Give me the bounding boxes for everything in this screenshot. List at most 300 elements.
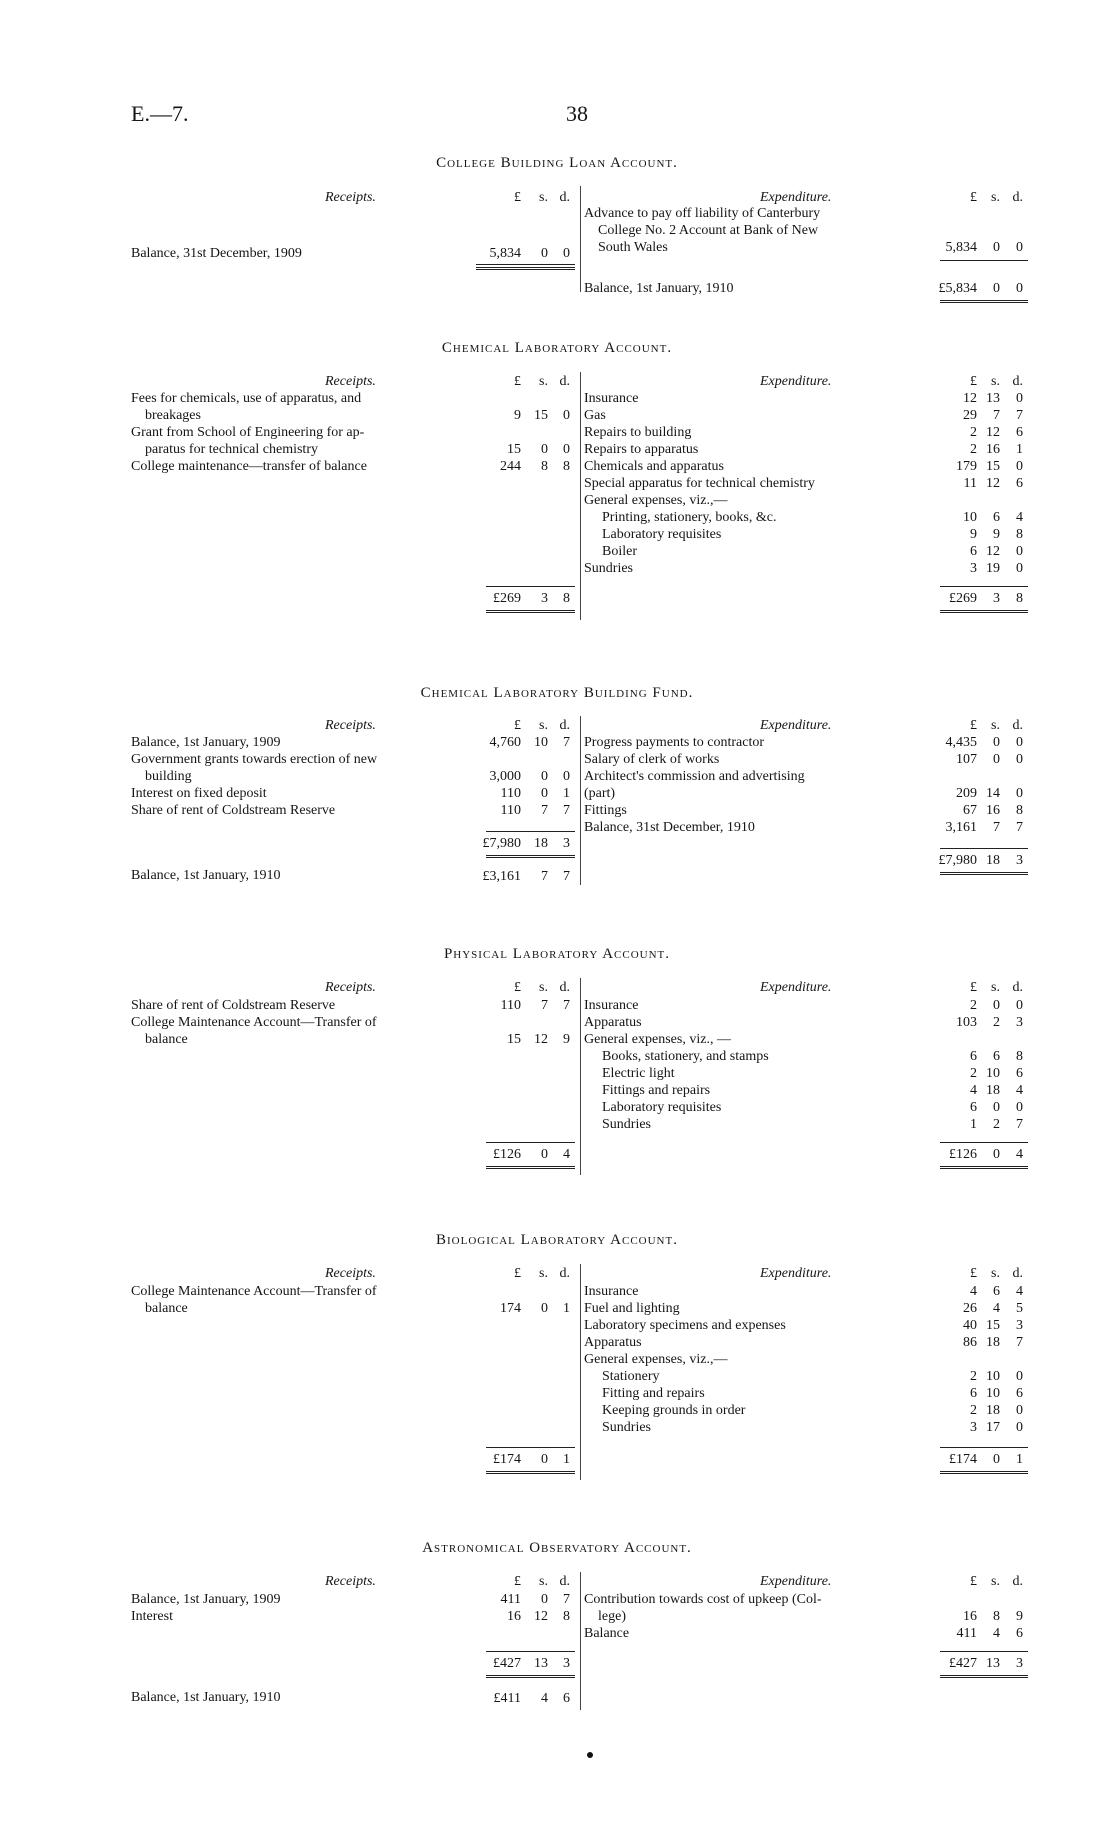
receipts-line-label: College Maintenance Account—Transfer of — [131, 1284, 377, 1299]
receipts-line-amount-pence: 7 — [563, 735, 570, 750]
expenditure-line-amount-pence: 7 — [1016, 1335, 1023, 1350]
expenditure-line-amount-pounds: 10 — [963, 510, 977, 525]
expenditure-line-label: Insurance — [584, 391, 639, 406]
closing-balance-amount-shillings: 7 — [541, 869, 548, 884]
receipts-line-label: Interest on fixed deposit — [131, 786, 267, 801]
expenditure-heading: Expenditure. — [760, 1574, 832, 1589]
total-double-rule — [940, 1471, 1028, 1474]
expenditure-line-amount-pence: 5 — [1016, 1301, 1023, 1316]
receipts-heading: Receipts. — [325, 980, 376, 995]
receipts-line-label: College maintenance—transfer of balance — [131, 459, 367, 474]
section-title: College Building Loan Account. — [436, 155, 678, 171]
receipts-line-amount-shillings: 0 — [541, 1301, 548, 1316]
expenditure-line-amount-shillings: 16 — [986, 803, 1000, 818]
expenditure-line-amount-shillings: 13 — [986, 391, 1000, 406]
receipts-total-pounds: £269 — [493, 591, 521, 606]
column-divider — [580, 186, 581, 292]
expenditure-line-amount-pounds: 9 — [970, 527, 977, 542]
receipts-line-amount-pence: 9 — [563, 1032, 570, 1047]
total-double-rule — [486, 1471, 575, 1474]
expenditure-col-head-shilling: s. — [991, 1574, 1000, 1589]
receipts-line-amount-shillings: 15 — [534, 408, 548, 423]
expenditure-line-amount-shillings: 15 — [986, 1318, 1000, 1333]
expenditure-total-pounds: £174 — [949, 1452, 977, 1467]
receipts-col-head-shilling: s. — [539, 190, 548, 205]
expenditure-line-amount-pence: 8 — [1016, 527, 1023, 542]
expenditure-line-label: Contribution towards cost of upkeep (Col- — [584, 1592, 822, 1607]
receipts-col-head-pound: £ — [514, 374, 521, 389]
receipts-heading: Receipts. — [325, 374, 376, 389]
expenditure-line-amount-shillings: 18 — [986, 1403, 1000, 1418]
expenditure-line-label: Fittings and repairs — [602, 1083, 711, 1098]
expenditure-col-head-pound: £ — [970, 1266, 977, 1281]
expenditure-line-amount-pence: 6 — [1016, 476, 1023, 491]
expenditure-col-head-shilling: s. — [991, 1266, 1000, 1281]
expenditure-line-amount-shillings: 4 — [993, 1301, 1000, 1316]
receipts-line-label: Government grants towards erection of new — [131, 752, 378, 767]
receipts-total-shillings: 0 — [541, 1147, 548, 1162]
expenditure-line-amount-shillings: 0 — [993, 735, 1000, 750]
expenditure-line-label: Salary of clerk of works — [584, 752, 720, 767]
total-rule — [940, 260, 1028, 261]
expenditure-line-amount-pounds: 12 — [963, 391, 977, 406]
column-divider — [580, 1572, 581, 1710]
closing-balance-amount-pence: 7 — [563, 869, 570, 884]
receipts-line-amount-pounds: 110 — [500, 803, 521, 818]
expenditure-line-amount-pence: 4 — [1016, 1284, 1023, 1299]
expenditure-line-amount-shillings: 10 — [986, 1386, 1000, 1401]
expenditure-line-label: Insurance — [584, 1284, 639, 1299]
expenditure-line-amount-pence: 0 — [1016, 1369, 1023, 1384]
receipts-line-amount-pounds: 411 — [500, 1592, 521, 1607]
receipts-line-amount-pence: 0 — [563, 408, 570, 423]
expenditure-col-head-pence: d. — [1012, 374, 1023, 389]
expenditure-line-amount-shillings: 0 — [993, 752, 1000, 767]
expenditure-line-amount-shillings: 0 — [993, 998, 1000, 1013]
expenditure-line-label: Gas — [584, 408, 606, 423]
expenditure-line-amount-pounds: 4 — [970, 1284, 977, 1299]
expenditure-line-amount-pounds: 11 — [963, 476, 977, 491]
total-double-rule — [940, 1166, 1028, 1169]
expenditure-line-amount-pounds: 411 — [956, 1626, 977, 1641]
total-rule — [486, 831, 575, 832]
receipts-line-amount-shillings: 0 — [541, 442, 548, 457]
expenditure-line-amount-pence: 7 — [1016, 1117, 1023, 1132]
expenditure-total-pence: 1 — [1016, 1452, 1023, 1467]
total-double-rule — [940, 1675, 1028, 1678]
expenditure-line-amount-pence: 0 — [1016, 1100, 1023, 1115]
receipts-col-head-pence: d. — [559, 374, 570, 389]
expenditure-line-amount-shillings: 6 — [993, 1049, 1000, 1064]
receipts-total-pounds: £7,980 — [482, 836, 521, 851]
receipts-heading: Receipts. — [325, 190, 376, 205]
expenditure-total-shillings: 13 — [986, 1656, 1000, 1671]
receipts-line-amount-pounds: 110 — [500, 998, 521, 1013]
expenditure-heading: Expenditure. — [760, 718, 832, 733]
expenditure-line-label: (part) — [584, 786, 616, 801]
closing-balance-label: Balance, 1st January, 1910 — [131, 1690, 281, 1705]
receipts-line-label: Share of rent of Coldstream Reserve — [131, 998, 336, 1013]
receipts-col-head-pound: £ — [514, 980, 521, 995]
expenditure-line-amount-pence: 0 — [1016, 459, 1023, 474]
expenditure-total-shillings: 18 — [986, 853, 1000, 868]
expenditure-total-pence: 3 — [1016, 1656, 1023, 1671]
expenditure-line-label: General expenses, viz.,— — [584, 493, 728, 508]
expenditure-col-head-shilling: s. — [991, 718, 1000, 733]
receipts-line-amount-shillings: 12 — [534, 1609, 548, 1624]
expenditure-line-amount-pounds: 3,161 — [945, 820, 977, 835]
column-divider — [580, 372, 581, 620]
expenditure-line-amount-pounds: 2 — [970, 1066, 977, 1081]
expenditure-line-amount-shillings: 6 — [993, 1284, 1000, 1299]
expenditure-line-amount-pence: 3 — [1016, 1318, 1023, 1333]
receipts-total-pounds: £126 — [493, 1147, 521, 1162]
receipts-col-head-pence: d. — [559, 980, 570, 995]
total-double-rule — [476, 267, 575, 270]
expenditure-line-label: Progress payments to contractor — [584, 735, 765, 750]
expenditure-line-amount-pence: 0 — [1016, 281, 1023, 296]
expenditure-line-amount-pence: 0 — [1016, 1420, 1023, 1435]
expenditure-line-amount-pounds: 16 — [963, 1609, 977, 1624]
expenditure-line-amount-shillings: 8 — [993, 1609, 1000, 1624]
receipts-line-label: Balance, 1st January, 1909 — [131, 1592, 281, 1607]
expenditure-line-label: Laboratory requisites — [602, 1100, 722, 1115]
expenditure-line-label: Special apparatus for technical chemistry — [584, 476, 815, 491]
expenditure-line-amount-pence: 7 — [1016, 408, 1023, 423]
expenditure-line-label: Repairs to building — [584, 425, 692, 440]
expenditure-line-amount-shillings: 2 — [993, 1117, 1000, 1132]
expenditure-line-amount-pence: 6 — [1016, 425, 1023, 440]
receipts-line-label: Grant from School of Engineering for ap- — [131, 425, 365, 440]
expenditure-total-pence: 8 — [1016, 591, 1023, 606]
receipts-total-pounds: £427 — [493, 1656, 521, 1671]
expenditure-line-amount-pounds: 2 — [970, 1369, 977, 1384]
expenditure-col-head-pence: d. — [1012, 718, 1023, 733]
expenditure-col-head-pence: d. — [1012, 190, 1023, 205]
expenditure-line-label: Laboratory requisites — [602, 527, 722, 542]
receipts-line-label: paratus for technical chemistry — [145, 442, 318, 457]
receipts-line-amount-pence: 0 — [563, 769, 570, 784]
expenditure-line-amount-pounds: 40 — [963, 1318, 977, 1333]
receipts-total-pence: 3 — [563, 1656, 570, 1671]
expenditure-line-amount-pence: 0 — [1016, 735, 1023, 750]
receipts-heading: Receipts. — [325, 718, 376, 733]
expenditure-line-amount-shillings: 2 — [993, 1015, 1000, 1030]
expenditure-line-amount-pounds: 86 — [963, 1335, 977, 1350]
expenditure-col-head-pence: d. — [1012, 1266, 1023, 1281]
expenditure-line-amount-pounds: 103 — [956, 1015, 977, 1030]
total-double-rule — [486, 610, 575, 613]
expenditure-line-amount-pence: 6 — [1016, 1626, 1023, 1641]
expenditure-line-label: College No. 2 Account at Bank of New — [598, 223, 819, 238]
expenditure-total-pounds: £126 — [949, 1147, 977, 1162]
receipts-total-pence: 4 — [563, 1147, 570, 1162]
expenditure-line-amount-pence: 8 — [1016, 803, 1023, 818]
total-rule — [940, 1447, 1028, 1448]
expenditure-line-amount-shillings: 12 — [986, 425, 1000, 440]
expenditure-col-head-shilling: s. — [991, 374, 1000, 389]
receipts-line-amount-shillings: 12 — [534, 1032, 548, 1047]
expenditure-line-amount-shillings: 9 — [993, 527, 1000, 542]
receipts-line-amount-pounds: 110 — [500, 786, 521, 801]
receipts-col-head-shilling: s. — [539, 980, 548, 995]
expenditure-line-label: Insurance — [584, 998, 639, 1013]
expenditure-line-amount-pence: 0 — [1016, 391, 1023, 406]
closing-balance-amount-pence: 6 — [563, 1691, 570, 1706]
expenditure-line-amount-shillings: 10 — [986, 1066, 1000, 1081]
total-double-rule — [486, 855, 575, 858]
expenditure-line-amount-shillings: 0 — [993, 240, 1000, 255]
receipts-line-amount-pounds: 15 — [507, 1032, 521, 1047]
receipts-line-amount-pounds: 15 — [507, 442, 521, 457]
receipts-total-pence: 3 — [563, 836, 570, 851]
receipts-col-head-pence: d. — [559, 1266, 570, 1281]
receipts-col-head-shilling: s. — [539, 1266, 548, 1281]
receipts-col-head-pound: £ — [514, 1266, 521, 1281]
receipts-line-label: Fees for chemicals, use of apparatus, and — [131, 391, 362, 406]
expenditure-line-label: Balance — [584, 1626, 630, 1641]
expenditure-line-amount-shillings: 6 — [993, 510, 1000, 525]
expenditure-line-label: Laboratory specimens and expenses — [584, 1318, 786, 1333]
expenditure-line-label: Balance, 1st January, 1910 — [584, 281, 734, 296]
receipts-line-amount-pence: 8 — [563, 1609, 570, 1624]
receipts-line-amount-shillings: 7 — [541, 803, 548, 818]
receipts-line-amount-pence: 7 — [563, 1592, 570, 1607]
receipts-line-amount-shillings: 7 — [541, 998, 548, 1013]
receipts-line-amount-pence: 0 — [563, 246, 570, 261]
receipts-line-amount-pounds: 4,760 — [489, 735, 521, 750]
receipts-col-head-pound: £ — [514, 1574, 521, 1589]
expenditure-line-label: Repairs to apparatus — [584, 442, 699, 457]
total-double-rule — [940, 610, 1028, 613]
expenditure-line-amount-pence: 0 — [1016, 752, 1023, 767]
expenditure-line-amount-pounds: 6 — [970, 1049, 977, 1064]
receipts-line-amount-pence: 8 — [563, 459, 570, 474]
expenditure-line-label: Fitting and repairs — [602, 1386, 705, 1401]
expenditure-line-amount-pounds: 4,435 — [945, 735, 977, 750]
expenditure-line-label: Apparatus — [584, 1015, 642, 1030]
expenditure-line-amount-pounds: 67 — [963, 803, 977, 818]
expenditure-line-amount-shillings: 15 — [986, 459, 1000, 474]
expenditure-line-amount-pounds: £5,834 — [938, 281, 977, 296]
expenditure-line-amount-pounds: 6 — [970, 544, 977, 559]
receipts-line-label: balance — [145, 1301, 188, 1316]
expenditure-line-label: Balance, 31st December, 1910 — [584, 820, 755, 835]
receipts-heading: Receipts. — [325, 1266, 376, 1281]
receipts-line-label: breakages — [145, 408, 201, 423]
receipts-line-label: balance — [145, 1032, 188, 1047]
expenditure-line-amount-shillings: 16 — [986, 442, 1000, 457]
receipts-col-head-pence: d. — [559, 1574, 570, 1589]
expenditure-line-amount-pence: 0 — [1016, 240, 1023, 255]
expenditure-line-amount-pounds: 29 — [963, 408, 977, 423]
expenditure-line-amount-pence: 6 — [1016, 1066, 1023, 1081]
expenditure-line-amount-pounds: 209 — [956, 786, 977, 801]
total-double-rule — [940, 300, 1028, 303]
expenditure-total-pounds: £427 — [949, 1656, 977, 1671]
printer-dot — [587, 1752, 593, 1758]
receipts-line-label: building — [145, 769, 192, 784]
receipts-line-amount-pounds: 174 — [500, 1301, 521, 1316]
expenditure-line-amount-pence: 0 — [1016, 998, 1023, 1013]
expenditure-col-head-pound: £ — [970, 374, 977, 389]
receipts-line-amount-shillings: 0 — [541, 1592, 548, 1607]
expenditure-line-amount-shillings: 19 — [986, 561, 1000, 576]
receipts-line-amount-shillings: 0 — [541, 786, 548, 801]
receipts-col-head-shilling: s. — [539, 374, 548, 389]
receipts-total-shillings: 18 — [534, 836, 548, 851]
expenditure-line-label: Apparatus — [584, 1335, 642, 1350]
page-reference: E.—7. — [131, 101, 189, 126]
total-rule — [486, 1651, 575, 1652]
expenditure-line-amount-pence: 7 — [1016, 820, 1023, 835]
expenditure-line-amount-shillings: 18 — [986, 1335, 1000, 1350]
expenditure-total-pounds: £7,980 — [938, 853, 977, 868]
expenditure-line-label: Keeping grounds in order — [602, 1403, 746, 1418]
receipts-line-amount-shillings: 8 — [541, 459, 548, 474]
column-divider — [580, 1264, 581, 1480]
receipts-line-label: Balance, 31st December, 1909 — [131, 246, 302, 261]
page-number: 38 — [566, 101, 588, 126]
expenditure-line-amount-pence: 3 — [1016, 1015, 1023, 1030]
closing-balance-amount-pounds: £411 — [493, 1691, 521, 1706]
expenditure-line-amount-pence: 1 — [1016, 442, 1023, 457]
expenditure-line-amount-pounds: 3 — [970, 1420, 977, 1435]
expenditure-line-amount-pounds: 2 — [970, 998, 977, 1013]
closing-balance-amount-pounds: £3,161 — [482, 869, 521, 884]
expenditure-line-label: Printing, stationery, books, &c. — [602, 510, 777, 525]
expenditure-total-shillings: 0 — [993, 1452, 1000, 1467]
receipts-total-shillings: 0 — [541, 1452, 548, 1467]
expenditure-line-amount-shillings: 12 — [986, 476, 1000, 491]
receipts-line-amount-pounds: 3,000 — [489, 769, 521, 784]
expenditure-line-amount-shillings: 7 — [993, 408, 1000, 423]
expenditure-col-head-pence: d. — [1012, 1574, 1023, 1589]
expenditure-line-label: South Wales — [598, 240, 668, 255]
expenditure-line-amount-pounds: 107 — [956, 752, 977, 767]
expenditure-total-pence: 4 — [1016, 1147, 1023, 1162]
receipts-col-head-shilling: s. — [539, 1574, 548, 1589]
receipts-total-pence: 1 — [563, 1452, 570, 1467]
total-rule — [940, 1142, 1028, 1143]
receipts-heading: Receipts. — [325, 1574, 376, 1589]
expenditure-line-amount-pence: 4 — [1016, 1083, 1023, 1098]
expenditure-line-amount-pounds: 3 — [970, 561, 977, 576]
expenditure-line-amount-pence: 0 — [1016, 544, 1023, 559]
receipts-line-amount-shillings: 0 — [541, 246, 548, 261]
expenditure-line-amount-shillings: 4 — [993, 1626, 1000, 1641]
expenditure-line-amount-pounds: 26 — [963, 1301, 977, 1316]
expenditure-line-amount-pounds: 6 — [970, 1100, 977, 1115]
expenditure-line-label: Architect's commission and advertising — [584, 769, 805, 784]
receipts-line-label: Interest — [131, 1609, 173, 1624]
expenditure-line-amount-pounds: 179 — [956, 459, 977, 474]
expenditure-line-label: General expenses, viz., — — [584, 1032, 731, 1047]
total-rule — [486, 1447, 575, 1448]
expenditure-line-label: Chemicals and apparatus — [584, 459, 724, 474]
receipts-line-label: Share of rent of Coldstream Reserve — [131, 803, 336, 818]
expenditure-line-label: Advance to pay off liability of Canterbury — [584, 206, 821, 221]
expenditure-line-label: Electric light — [602, 1066, 675, 1081]
receipts-total-pence: 8 — [563, 591, 570, 606]
total-double-rule — [486, 1675, 575, 1678]
expenditure-line-amount-shillings: 0 — [993, 281, 1000, 296]
total-double-rule — [940, 872, 1028, 875]
expenditure-total-pence: 3 — [1016, 853, 1023, 868]
column-divider — [580, 716, 581, 885]
total-rule — [940, 1651, 1028, 1652]
expenditure-line-label: Sundries — [584, 561, 633, 576]
column-divider — [580, 978, 581, 1175]
section-title: Chemical Laboratory Building Fund. — [420, 685, 694, 701]
receipts-col-head-pence: d. — [559, 190, 570, 205]
expenditure-line-label: Sundries — [602, 1420, 651, 1435]
expenditure-line-amount-shillings: 14 — [986, 786, 1000, 801]
closing-balance-label: Balance, 1st January, 1910 — [131, 868, 281, 883]
receipts-col-head-pence: d. — [559, 718, 570, 733]
receipts-line-amount-shillings: 10 — [534, 735, 548, 750]
receipts-col-head-pound: £ — [514, 190, 521, 205]
expenditure-line-amount-shillings: 7 — [993, 820, 1000, 835]
receipts-line-amount-pounds: 244 — [500, 459, 521, 474]
expenditure-line-amount-pence: 0 — [1016, 1403, 1023, 1418]
expenditure-col-head-pound: £ — [970, 190, 977, 205]
expenditure-line-label: lege) — [598, 1609, 626, 1624]
expenditure-line-amount-pence: 9 — [1016, 1609, 1023, 1624]
expenditure-total-pounds: £269 — [949, 591, 977, 606]
expenditure-line-label: Sundries — [602, 1117, 651, 1132]
receipts-col-head-shilling: s. — [539, 718, 548, 733]
expenditure-line-label: Fittings — [584, 803, 627, 818]
receipts-col-head-pound: £ — [514, 718, 521, 733]
expenditure-col-head-pence: d. — [1012, 980, 1023, 995]
receipts-total-shillings: 13 — [534, 1656, 548, 1671]
expenditure-line-amount-shillings: 17 — [986, 1420, 1000, 1435]
section-title: Biological Laboratory Account. — [436, 1232, 678, 1248]
total-rule — [486, 586, 575, 587]
closing-balance-amount-shillings: 4 — [541, 1691, 548, 1706]
receipts-line-amount-pounds: 9 — [514, 408, 521, 423]
expenditure-line-amount-shillings: 12 — [986, 544, 1000, 559]
expenditure-col-head-pound: £ — [970, 1574, 977, 1589]
total-rule — [476, 264, 575, 265]
expenditure-line-amount-pounds: 5,834 — [945, 240, 977, 255]
total-double-rule — [486, 1166, 575, 1169]
receipts-line-amount-pounds: 16 — [507, 1609, 521, 1624]
expenditure-line-amount-shillings: 18 — [986, 1083, 1000, 1098]
expenditure-line-amount-pence: 8 — [1016, 1049, 1023, 1064]
expenditure-line-amount-shillings: 10 — [986, 1369, 1000, 1384]
expenditure-col-head-pound: £ — [970, 980, 977, 995]
section-title: Physical Laboratory Account. — [443, 946, 671, 962]
receipts-line-amount-pence: 0 — [563, 442, 570, 457]
expenditure-line-amount-pounds: 4 — [970, 1083, 977, 1098]
expenditure-line-amount-shillings: 0 — [993, 1100, 1000, 1115]
expenditure-line-amount-pounds: 1 — [970, 1117, 977, 1132]
expenditure-col-head-shilling: s. — [991, 190, 1000, 205]
expenditure-line-amount-pence: 6 — [1016, 1386, 1023, 1401]
expenditure-line-label: Books, stationery, and stamps — [602, 1049, 769, 1064]
expenditure-line-amount-pence: 0 — [1016, 561, 1023, 576]
expenditure-col-head-pound: £ — [970, 718, 977, 733]
receipts-line-label: College Maintenance Account—Transfer of — [131, 1015, 377, 1030]
receipts-total-pounds: £174 — [493, 1452, 521, 1467]
expenditure-total-shillings: 0 — [993, 1147, 1000, 1162]
receipts-line-amount-shillings: 0 — [541, 769, 548, 784]
expenditure-heading: Expenditure. — [760, 1266, 832, 1281]
expenditure-total-shillings: 3 — [993, 591, 1000, 606]
expenditure-line-amount-pounds: 2 — [970, 442, 977, 457]
